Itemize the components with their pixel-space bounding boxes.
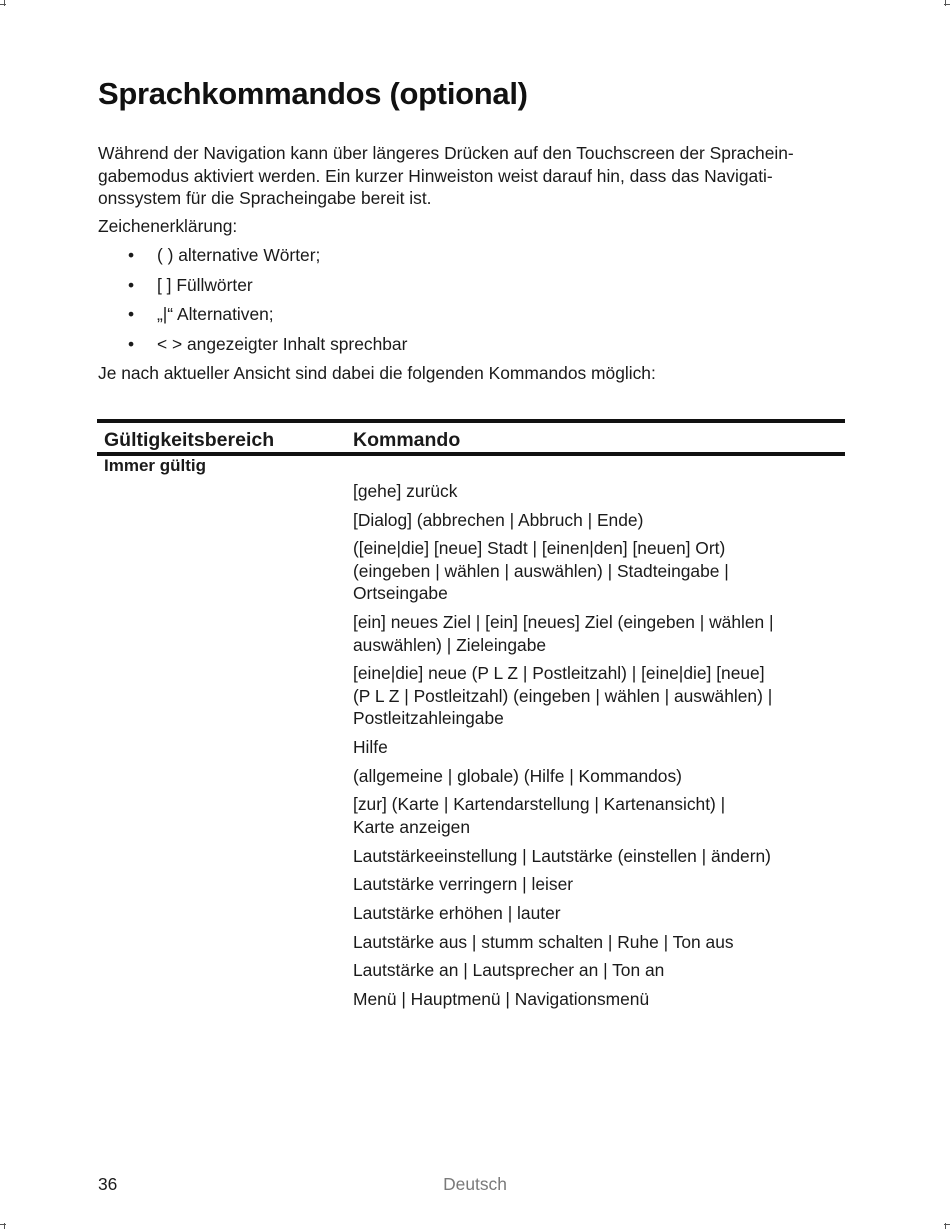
command-text: Lautstärkeeinstellung | Lautstärke (einstellen | ändern) [353, 845, 771, 866]
crop-mark [0, 4, 6, 5]
command-row [353, 959, 833, 982]
command-row [353, 873, 833, 896]
command-text: [eine|die] neue (P L Z | Postleitzahl) | [eine|die] [neue] [353, 663, 765, 684]
command-row [353, 988, 833, 1011]
outro-paragraph: Je nach aktueller Ansicht sind dabei die folgenden Kommandos möglich: [98, 363, 656, 383]
bullet-icon: • [128, 245, 135, 265]
command-text: [ein] neues Ziel | [ein] [neues] Ziel (eingeben | wählen | [353, 612, 774, 633]
legend-item [98, 244, 407, 274]
legend-item-text: ( ) alternative Wörter; [157, 245, 321, 265]
command-row [353, 765, 833, 788]
command-text: (eingeben | wählen | auswählen) | Stadteingabe | [353, 560, 729, 581]
command-list [353, 480, 833, 1017]
command-text: Karte anzeigen [353, 816, 470, 837]
legend-item [98, 333, 407, 363]
command-text: Lautstärke aus | stumm schalten | Ruhe | Ton aus [353, 931, 734, 952]
command-text: Postleitzahleingabe [353, 708, 504, 729]
column-header-scope: Gültigkeitsbereich [104, 429, 275, 451]
command-text: Menü | Hauptmenü | Navigationsmenü [353, 988, 650, 1009]
command-text: Ortseingabe [353, 583, 448, 604]
bullet-icon: • [128, 304, 135, 324]
command-row [353, 931, 833, 954]
command-row [353, 537, 833, 605]
command-text: Hilfe [353, 736, 388, 757]
intro-line: gabemodus aktiviert werden. Ein kurzer Hinweiston weist darauf hin, dass das Navigati- [98, 165, 773, 186]
command-row [353, 509, 833, 532]
command-row [353, 611, 833, 656]
command-text: Lautstärke an | Lautsprecher an | Ton an [353, 960, 665, 981]
intro-paragraph [98, 142, 848, 210]
bullet-icon: • [128, 333, 135, 354]
legend-item-text: < > angezeigter Inhalt sprechbar [157, 333, 408, 354]
command-row [353, 480, 833, 503]
crop-mark [0, 1224, 6, 1225]
page-number: 36 [98, 1174, 118, 1194]
bullet-icon: • [128, 274, 135, 295]
command-row [353, 845, 833, 868]
crop-mark [4, 0, 5, 6]
command-text: [gehe] zurück [353, 481, 458, 501]
table-header-rule [97, 452, 845, 456]
legend-list [98, 244, 407, 362]
command-row [353, 902, 833, 925]
legend-item [98, 303, 407, 333]
legend-item [98, 274, 407, 304]
table-header-row [97, 423, 845, 452]
legend-item-text: [ ] Füllwörter [157, 274, 253, 295]
command-text: ([eine|die] [neue] Stadt | [einen|den] [neuen] Ort) [353, 538, 726, 559]
legend-item-text: „|“ Alternativen; [157, 304, 274, 324]
command-text: [Dialog] (abbrechen | Abbruch | Ende) [353, 509, 644, 530]
command-text: auswählen) | Zieleingabe [353, 634, 547, 655]
crop-mark [945, 0, 946, 6]
page-language: Deutsch [443, 1174, 507, 1194]
command-row [353, 662, 833, 730]
command-text: (P L Z | Postleitzahl) (eingeben | wählen | auswählen) | [353, 685, 773, 706]
intro-line: onssystem für die Spracheingabe bereit ist. [98, 188, 432, 208]
intro-line: Während der Navigation kann über längeres Drücken auf den Touchscreen der Sprachein- [98, 143, 794, 163]
column-header-command: Kommando [353, 429, 461, 451]
legend-title: Zeichenerklärung: [98, 216, 238, 236]
table-section-label: Immer gültig [104, 456, 207, 475]
command-text: [zur] (Karte | Kartendarstellung | Kartenansicht) | [353, 794, 726, 815]
command-text: Lautstärke verringern | leiser [353, 874, 574, 895]
page-title: Sprachkommandos (optional) [98, 76, 528, 111]
command-text: (allgemeine | globale) (Hilfe | Kommandos) [353, 765, 682, 786]
crop-mark [944, 1224, 950, 1225]
command-row [353, 793, 833, 838]
command-table-header [97, 419, 845, 456]
command-row [353, 736, 833, 759]
command-text: Lautstärke erhöhen | lauter [353, 902, 561, 923]
crop-mark [944, 4, 950, 5]
